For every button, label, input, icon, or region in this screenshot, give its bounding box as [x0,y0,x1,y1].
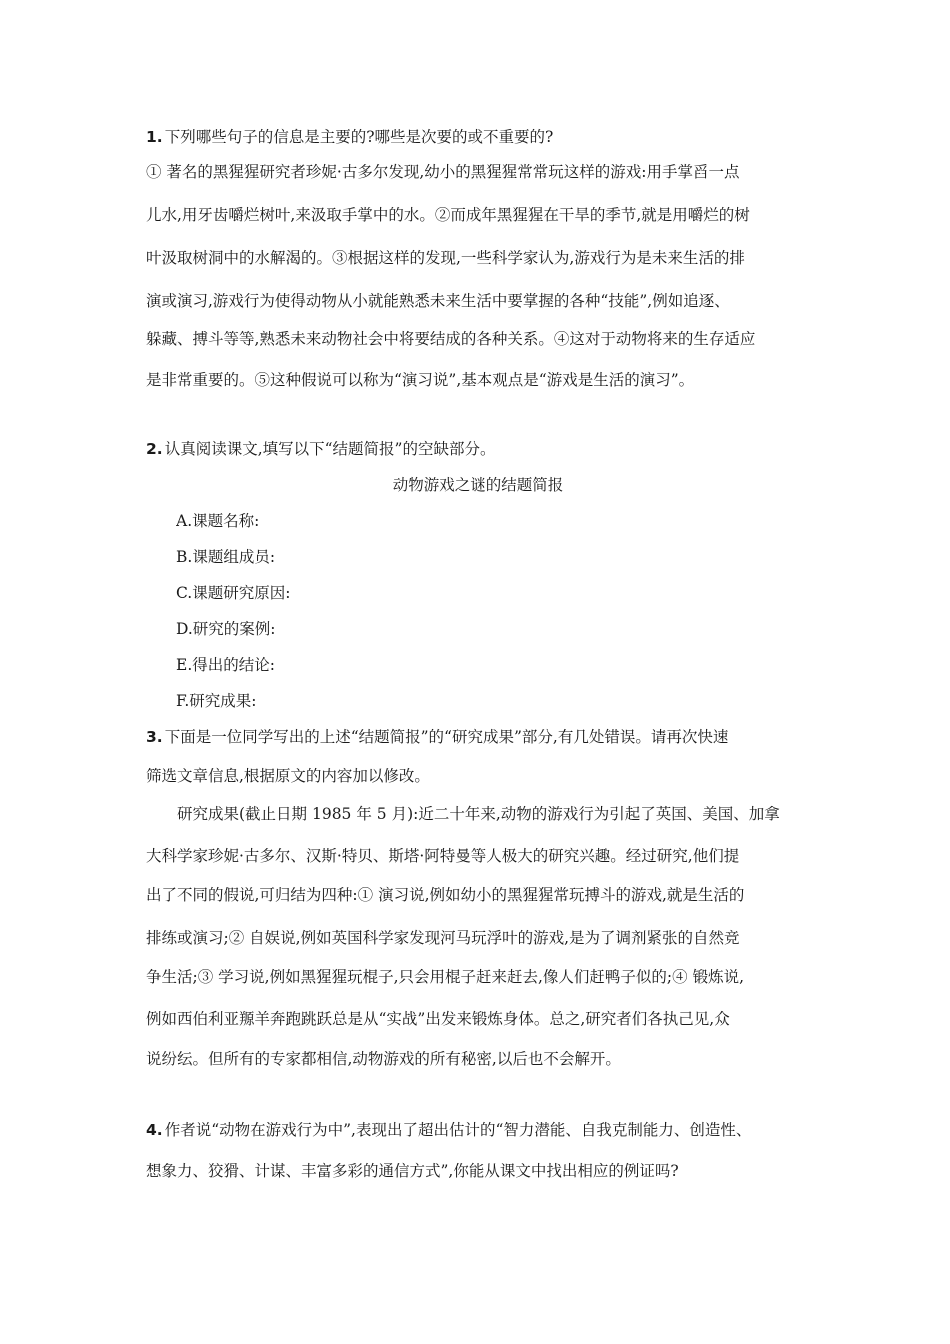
report-item-c: C.课题研究原因: [176,584,291,602]
question-4-prompt [146,1120,810,1140]
question-2-text: 认真阅读课文,填写以下“结题简报”的空缺部分。 [164,440,496,458]
question-1-prompt [146,127,810,147]
question-1-text: 下列哪些句子的信息是主要的?哪些是次要的或不重要的? [164,128,554,146]
question-3-prompt [146,727,810,747]
question-4-prompt-line: 想象力、狡猾、计谋、丰富多彩的通信方式”,你能从课文中找出相应的例证吗? [146,1162,679,1180]
question-1-passage-line: 儿水,用牙齿嚼烂树叶,来汲取手掌中的水。②而成年黑猩猩在干旱的季节,就是用嚼烂的树 [146,206,750,224]
question-1-passage-line: 演或演习,游戏行为使得动物从小就能熟悉未来生活中要掌握的各种“技能”,例如追逐、 [146,292,730,310]
report-item-a: A.课题名称: [176,512,260,530]
report-item-b: B.课题组成员: [176,548,276,566]
question-3-passage-line: 出了不同的假说,可归结为四种:① 演习说,例如幼小的黑猩猩常玩搏斗的游戏,就是生活的 [146,886,745,904]
report-item-e: E.得出的结论: [176,656,275,674]
report-item-f: F.研究成果: [176,692,257,710]
question-2-number: 2. [146,440,163,458]
question-4-number: 4. [146,1121,163,1139]
question-3-passage-line: 说纷纭。但所有的专家都相信,动物游戏的所有秘密,以后也不会解开。 [146,1050,621,1068]
question-3-passage-line: 排练或演习;② 自娱说,例如英国科学家发现河马玩浮叶的游戏,是为了调剂紧张的自然竞 [146,929,740,947]
report-title: 动物游戏之谜的结题简报 [392,476,564,494]
report-item-d: D.研究的案例: [176,620,276,638]
question-1-passage-line: 叶汲取树洞中的水解渴的。③根据这样的发现,一些科学家认为,游戏行为是未来生活的排 [146,249,745,267]
question-1-passage-line: 是非常重要的。⑤这种假说可以称为“演习说”,基本观点是“游戏是生活的演习”。 [146,371,695,389]
question-1-passage-line: 躲藏、搏斗等等,熟悉未来动物社会中将要结成的各种关系。④这对于动物将来的生存适应 [146,330,756,348]
question-1-passage-line: ① 著名的黑猩猩研究者珍妮·古多尔发现,幼小的黑猩猩常常玩这样的游戏:用手掌舀一点 [146,163,740,181]
question-4-text: 作者说“动物在游戏行为中”,表现出了超出估计的“智力潜能、自我克制能力、创造性、 [164,1121,752,1139]
question-3-passage-line: 例如西伯利亚羱羊奔跑跳跃总是从“实战”出发来锻炼身体。总之,研究者们各执己见,众 [146,1010,730,1028]
question-3-passage-line: 争生活;③ 学习说,例如黑猩猩玩棍子,只会用棍子赶来赶去,像人们赶鸭子似的;④ 锻炼说, [146,968,745,986]
question-3-passage-line: 大科学家珍妮·古多尔、汉斯·特贝、斯塔·阿特曼等人极大的研究兴趣。经过研究,他们提 [146,847,740,865]
question-3-text: 下面是一位同学写出的上述“结题简报”的“研究成果”部分,有几处错误。请再次快速 [164,728,729,746]
question-3-prompt-line: 筛选文章信息,根据原文的内容加以修改。 [146,767,430,785]
question-2-prompt [146,439,810,459]
question-1-number: 1. [146,128,163,146]
question-3-number: 3. [146,728,163,746]
question-3-passage-line: 研究成果(截止日期 1985 年 5 月):近二十年来,动物的游戏行为引起了英国、美国、加拿 [177,805,780,823]
